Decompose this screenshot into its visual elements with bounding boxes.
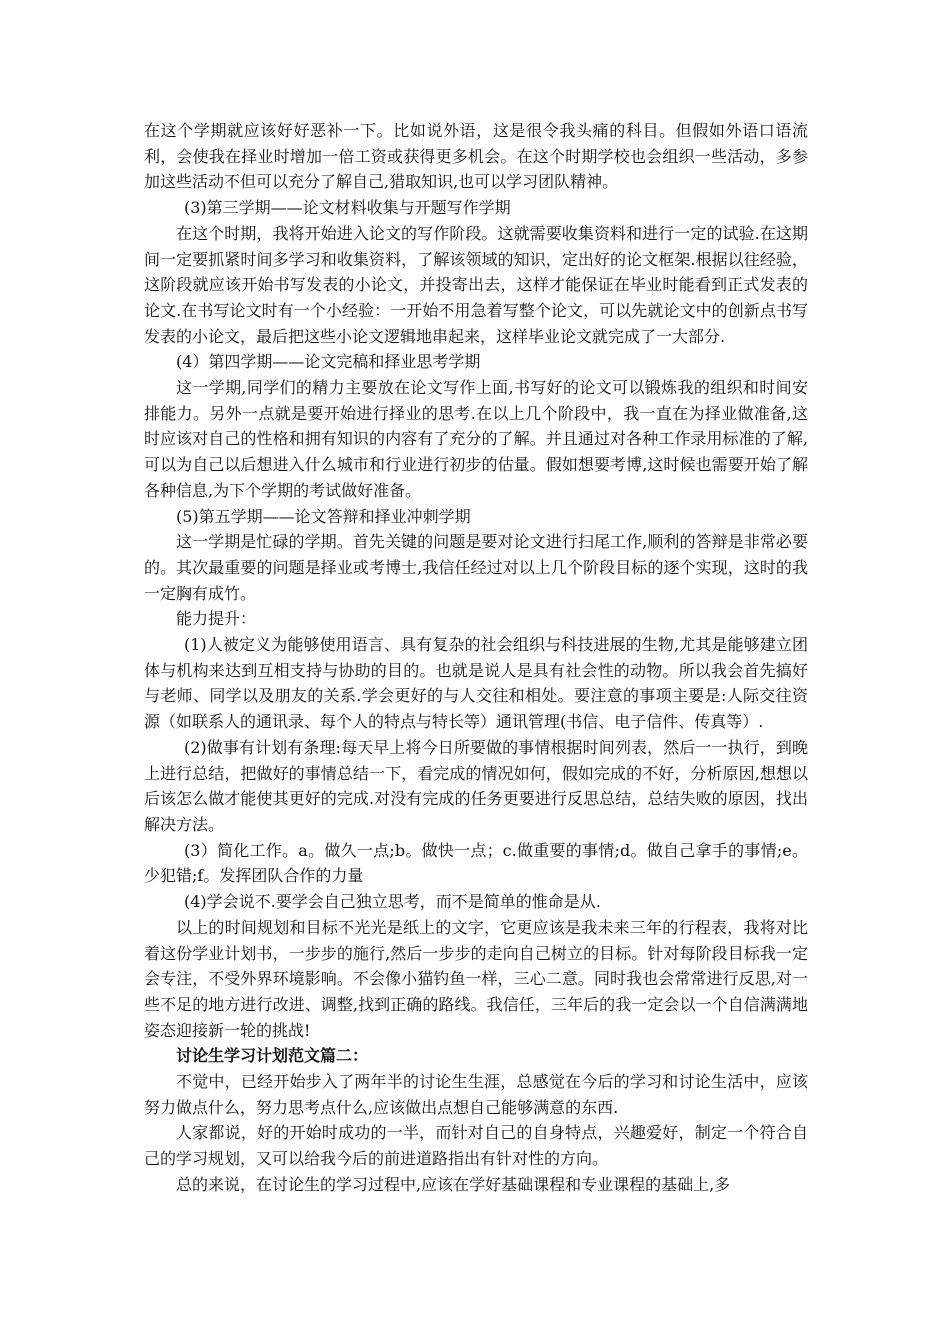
section-heading-fifth-semester: (5)第五学期——论文答辩和择业冲刺学期 xyxy=(176,506,471,526)
paragraph-third-semester: 在这个时期，我将开始进入论文的写作阶段。这就需要收集资料和进行一定的试验.在这期间一定要抓紧时间多学习和收集资料，了解该领域的知识，定出好的论文框架.根据以往经验，这阶段就应该开始书写发表的小论文，并投寄出去，这样才能保证在毕业时能看到正式发表的论文.在书写论文时有一个小经验：一开始不用急着写整个论文，可以先就论文中的创新点书写发表的小论文，最后把这些小论文逻辑地串起来，这样毕业论文就完成了一大部分. xyxy=(144,223,808,346)
paragraph-continuation: 在这个学期就应该好好恶补一下。比如说外语，这是很令我头痛的科目。但假如外语口语流利，会使我在择业时增加一倍工资或获得更多机会。在这个时期学校也会组织一些活动，多参加这些活动不但可以充分了解自己,猎取知识,也可以学习团队精神。 xyxy=(144,121,808,192)
paragraph-fourth-semester: 这一学期,同学们的精力主要放在论文写作上面,书写好的论文可以锻炼我的组织和时间安排能力。另外一点就是要开始进行择业的思考.在以上几个阶段中，我一直在为择业做准备,这时应该对自己的性格和拥有知识的内容有了充分的了解。并且通过对各种工作录用标准的了解,可以为自己以后想进入什么城市和行业进行初步的估量。假如想要考博,这时候也需要开始了解各种信息,为下个学期的考试做好准备。 xyxy=(144,378,808,500)
ability-item-3: (3）简化工作。a。做久一点;b。做快一点；c.做重要的事情;d。做自己拿手的事情;e。少犯错;f。发挥团队合作的力量 xyxy=(144,840,808,886)
article-two-paragraph-3: 总的来说，在讨论生的学习过程中,应该在学好基础课程和专业课程的基础上,多 xyxy=(176,1174,731,1194)
paragraph-conclusion: 以上的时间规划和目标不光光是纸上的文字，它更应该是我未来三年的行程表，我将对比着这份学业计划书，一步步的施行,然后一步步的走向自己树立的目标。针对每阶段目标我一定会专注，不受外界环境影响。不会像小猫钓鱼一样，三心二意。同时我也会常常进行反思,对一些不足的地方进行改进、调整,找到正确的路线。我信任，三年后的我一定会以一个自信满满地姿态迎接新一轮的挑战! xyxy=(144,917,808,1040)
ability-heading: 能力提升： xyxy=(176,609,257,629)
article-two-paragraph-2: 人家都说，好的开始时成功的一半，而针对自己的自身特点，兴趣爱好，制定一个符合自己的学习规划，又可以给我今后的前进道路指出有针对性的方向。 xyxy=(144,1123,808,1169)
section-heading-third-semester: (3)第三学期——论文材料收集与开题写作学期 xyxy=(184,198,511,218)
ability-item-1: (1)人被定义为能够使用语言、具有复杂的社会组织与科技进展的生物,尤其是能够建立团体与机构来达到互相支持与协助的目的。也就是说人是具有社会性的动物。所以我会首先搞好与老师、同学以及朋友的关系.学会更好的与人交往和相处。要注意的事项主要是:人际交往资源（如联系人的通讯录、每个人的特点与特长等）通讯管理(书信、电子信件、传真等）. xyxy=(144,635,808,732)
article-two-title: 讨论生学习计划范文篇二： xyxy=(176,1046,369,1066)
article-two-paragraph-1: 不觉中，已经开始步入了两年半的讨论生生涯，总感觉在今后的学习和讨论生活中，应该努力做点什么，努力思考点什么,应该做出点想自己能够满意的东西. xyxy=(144,1072,808,1117)
paragraph-fifth-semester: 这一学期是忙碌的学期。首先关键的问题是要对论文进行扫尾工作,顺利的答辩是非常必要的。其次最重要的问题是择业或考博士,我信任经过对以上几个阶段目标的逐个实现，这时的我一定胸有成竹。 xyxy=(144,532,808,603)
document-page xyxy=(144,118,808,1198)
ability-item-4: (4)学会说不.要学会自己独立思考，而不是简单的惟命是从. xyxy=(184,892,601,912)
section-heading-fourth-semester: (4）第四学期——论文完稿和择业思考学期 xyxy=(176,352,481,372)
ability-item-2: (2)做事有计划有条理:每天早上将今日所要做的事情根据时间列表，然后一一执行，到晚上进行总结，把做好的事情总结一下，看完成的情况如何，假如完成的不好，分析原因,想想以后该怎么做才能使其更好的完成.对没有完成的任务更要进行反思总结，总结失败的原因，找出解决方法。 xyxy=(144,737,808,834)
